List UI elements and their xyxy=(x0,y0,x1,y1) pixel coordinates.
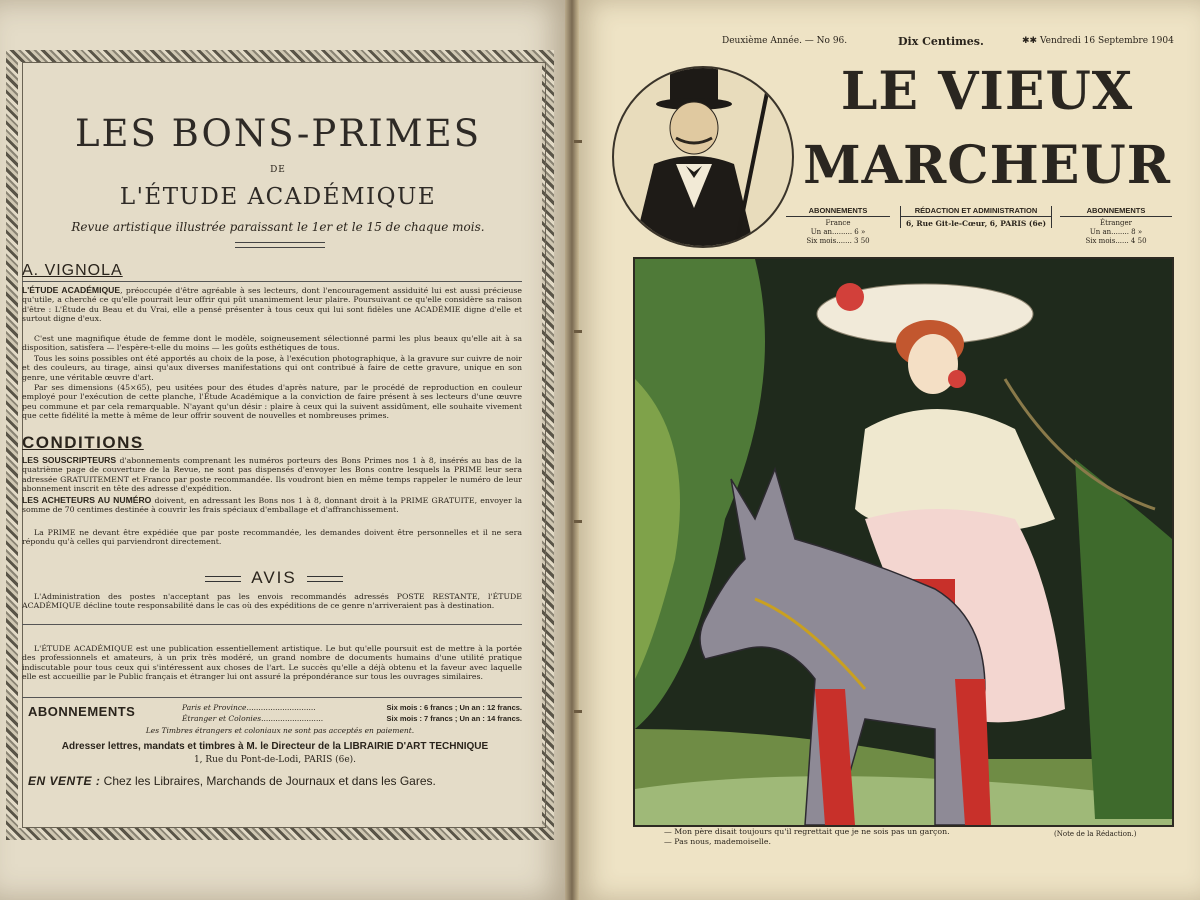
illustration-caption-line1: — Mon père disait toujours qu'il regrettait que je ne sois pas un garçon. xyxy=(664,827,950,836)
abo-halfyear: Six mois...... 4 50 xyxy=(1085,237,1147,245)
subscriptions-foreign xyxy=(1060,206,1172,246)
ornament-divider xyxy=(235,242,325,248)
section-rule xyxy=(22,624,522,625)
paragraph-4: Par ses dimensions (45×65), peu usitées pour des études d'après nature, par le procédé de reproduction en couleur employé pour l'exécution de cette planche, l'Étude Académique a la conviction de faire présent à ses lecteurs d'une œuvre peu commune et par cela remarquable. N'ayant qu'un désir : plaire à ceux qui la suivent assidûment, elle souhaite vivement que cette fidélité la mette à même de leur offrir souvent de nouvelles et nombreuses primes. xyxy=(22,383,522,421)
woman-on-donkey-drawing xyxy=(635,259,1172,825)
cover-illustration xyxy=(633,257,1174,827)
publication-name: L'ÉTUDE ACADÉMIQUE xyxy=(119,184,437,210)
publication-tagline: Revue artistique illustrée paraissant le 1er et le 15 de chaque mois. xyxy=(71,220,485,234)
conditions-heading: CONDITIONS xyxy=(22,433,144,452)
abo-price: Six mois : 7 francs ; Un an : 14 francs. xyxy=(386,714,522,723)
condition-prime: La PRIME ne devant être expédiée que par poste recommandée, les demandes doivent être personnelles et il ne sera répondu qu'à celles qui parviendront directement. xyxy=(22,528,522,547)
subscriptions-france xyxy=(786,206,890,246)
paragraph-3: Tous les soins possibles ont été apportés au choix de la pose, à l'exécution photographique, à la gravure sur cuivre de noir et des couleurs, au tirage, ainsi qu'aux diverses manifestations qui ont contribué à faire de cette gravure, unique en son genre, une véritable œuvre d'art. xyxy=(22,354,522,382)
binding-stitch xyxy=(574,710,582,713)
portrait-drawing xyxy=(614,68,792,246)
ornament-left xyxy=(205,576,241,582)
newspaper-logo-line1: LE VIEUX xyxy=(840,61,1134,122)
address-street: 1, Rue du Pont-de-Lodi, PARIS (6e). xyxy=(193,755,357,765)
binding-gutter xyxy=(565,0,579,900)
intro-lead: L'ÉTUDE ACADÉMIQUE xyxy=(22,285,121,295)
vente-text: Chez les Libraires, Marchands de Journaux et dans les Gares. xyxy=(100,774,436,788)
binding-stitch xyxy=(574,330,582,333)
sales-info xyxy=(28,774,436,788)
section-rule xyxy=(22,281,522,282)
binding-stitch xyxy=(574,140,582,143)
abo-country: Étranger xyxy=(1100,219,1132,227)
intro-paragraph xyxy=(22,286,522,324)
newspaper-logo-line2: MARCHEUR xyxy=(803,135,1171,196)
redaction-address: 6, Rue Git-le-Cœur, 6, PARIS (6e) xyxy=(905,219,1047,228)
editorial-office xyxy=(900,206,1052,228)
intro-text: , préoccupée d'être agréable à ses lecteurs, dont l'encouragement assiduité lui est aussi précieuse qu'utile, a cherché ce qu'elle pourrait leur offrir qui pût unanimement leur plaire. Poursuivant ce qu'elle considère sa raison d'être : L'Étude du Beau et du Vrai, elle a pensé présenter à tous ceux qui lui sont fidèles une ACADÉMIE digne d'elle et surtout digne d'eux. xyxy=(22,286,522,324)
address-line: Adresser lettres, mandats et timbres à M. le Directeur de la LIBRAIRIE D'ART TECHNIQUE xyxy=(61,741,489,752)
condition-buyers xyxy=(22,496,522,515)
issue-number: Deuxième Année. — No 96. xyxy=(722,36,848,46)
etude-description: L'ÉTUDE ACADÉMIQUE est une publication essentiellement artistique. Le but qu'elle poursuit est de mettre à la portée des professionnels et amateurs, à un prix très modéré, un grand nombre de documents humains d'une utilité pratique indiscutable pour tous ceux qui s'intéressent aux choses de l'art. Le succès qu'elle a déjà obtenu et la faveur avec laquelle elle est accueillie par le Public français et étranger lui ont assuré la prépondérance sur tous les ouvrages similaires. xyxy=(22,644,522,682)
avis-heading xyxy=(0,568,548,588)
abo-heading: ABONNEMENTS xyxy=(1060,206,1172,217)
abo-region: Étranger et Colonies.......................... xyxy=(182,714,324,723)
avis-text: L'Administration des postes n'acceptant pas les envois recommandés adressés POSTE RESTANTE, l'ÉTUDE ACADÉMIQUE décline toute responsabilité dans le cas où des expéditions de ce genre n'arriveraient pas à destination. xyxy=(22,592,522,611)
abo-year: Un an......... 6 » xyxy=(810,228,866,236)
avis-label: AVIS xyxy=(251,568,297,587)
author-name: A. VIGNOLA xyxy=(22,262,123,279)
abo-heading: ABONNEMENTS xyxy=(786,206,890,217)
abo-price: Six mois : 6 francs ; Un an : 12 francs. xyxy=(386,703,522,712)
page-title: LES BONS-PRIMES xyxy=(74,112,482,155)
redaction-heading: RÉDACTION ET ADMINISTRATION xyxy=(901,206,1051,217)
vente-label: EN VENTE : xyxy=(28,774,101,788)
title-connector: DE xyxy=(270,165,286,175)
newspaper-price: Dix Centimes. xyxy=(898,35,984,48)
cond1-lead: LES SOUSCRIPTEURS xyxy=(22,455,117,465)
illustration-caption-line2: — Pas nous, mademoiselle. xyxy=(664,837,771,846)
editor-note: (Note de la Rédaction.) xyxy=(1054,830,1137,838)
paragraph-2: C'est une magnifique étude de femme dont le modèle, soigneusement sélectionné parmi les plus beaux qu'elle ait à sa disposition, satisfera — l'espère-t-elle du moins — les goûts esthétiques de tous. xyxy=(22,334,522,353)
abo-year: Un an........ 8 » xyxy=(1089,228,1143,236)
abo-halfyear: Six mois....... 3 50 xyxy=(806,237,870,245)
condition-subscribers xyxy=(22,456,522,494)
abo-note: Les Timbres étrangers et coloniaux ne sont pas acceptés en paiement. xyxy=(145,726,415,735)
section-rule xyxy=(22,697,522,698)
binding-stitch xyxy=(574,520,582,523)
abo-country: France xyxy=(825,219,851,227)
issue-date: ✱✱ Vendredi 16 Septembre 1904 xyxy=(1022,36,1174,46)
cond2-text: doivent, en adressant les Bons nos 1 à 8, donnant droit à la PRIME GRATUITE, envoyer la somme de 70 centimes destinée à couvrir les frais spéciaux d'emballage et d'affranchissement. xyxy=(22,496,522,515)
cond1-text: d'abonnements comprenant les numéros porteurs des Bons Primes nos 1 à 8, insérés au bas de la quatrième page de couverture de la Revue, ne sont pas dispensés d'envoyer les Bons contre lesquels la PRIME leur sera adressée GRATUITEMENT et Franco par poste recommandée. Ils voudront bien en même temps rappeler le numéro de leur abonnement inscrit en tête des adresse d'expédition. xyxy=(22,456,522,494)
ornament-right xyxy=(307,576,343,582)
abonnements-label: ABONNEMENTS xyxy=(28,704,136,719)
abo-region: Paris et Province............................. xyxy=(182,703,316,712)
cond2-lead: LES ACHETEURS AU NUMÉRO xyxy=(22,495,152,505)
gentleman-portrait xyxy=(612,66,794,248)
